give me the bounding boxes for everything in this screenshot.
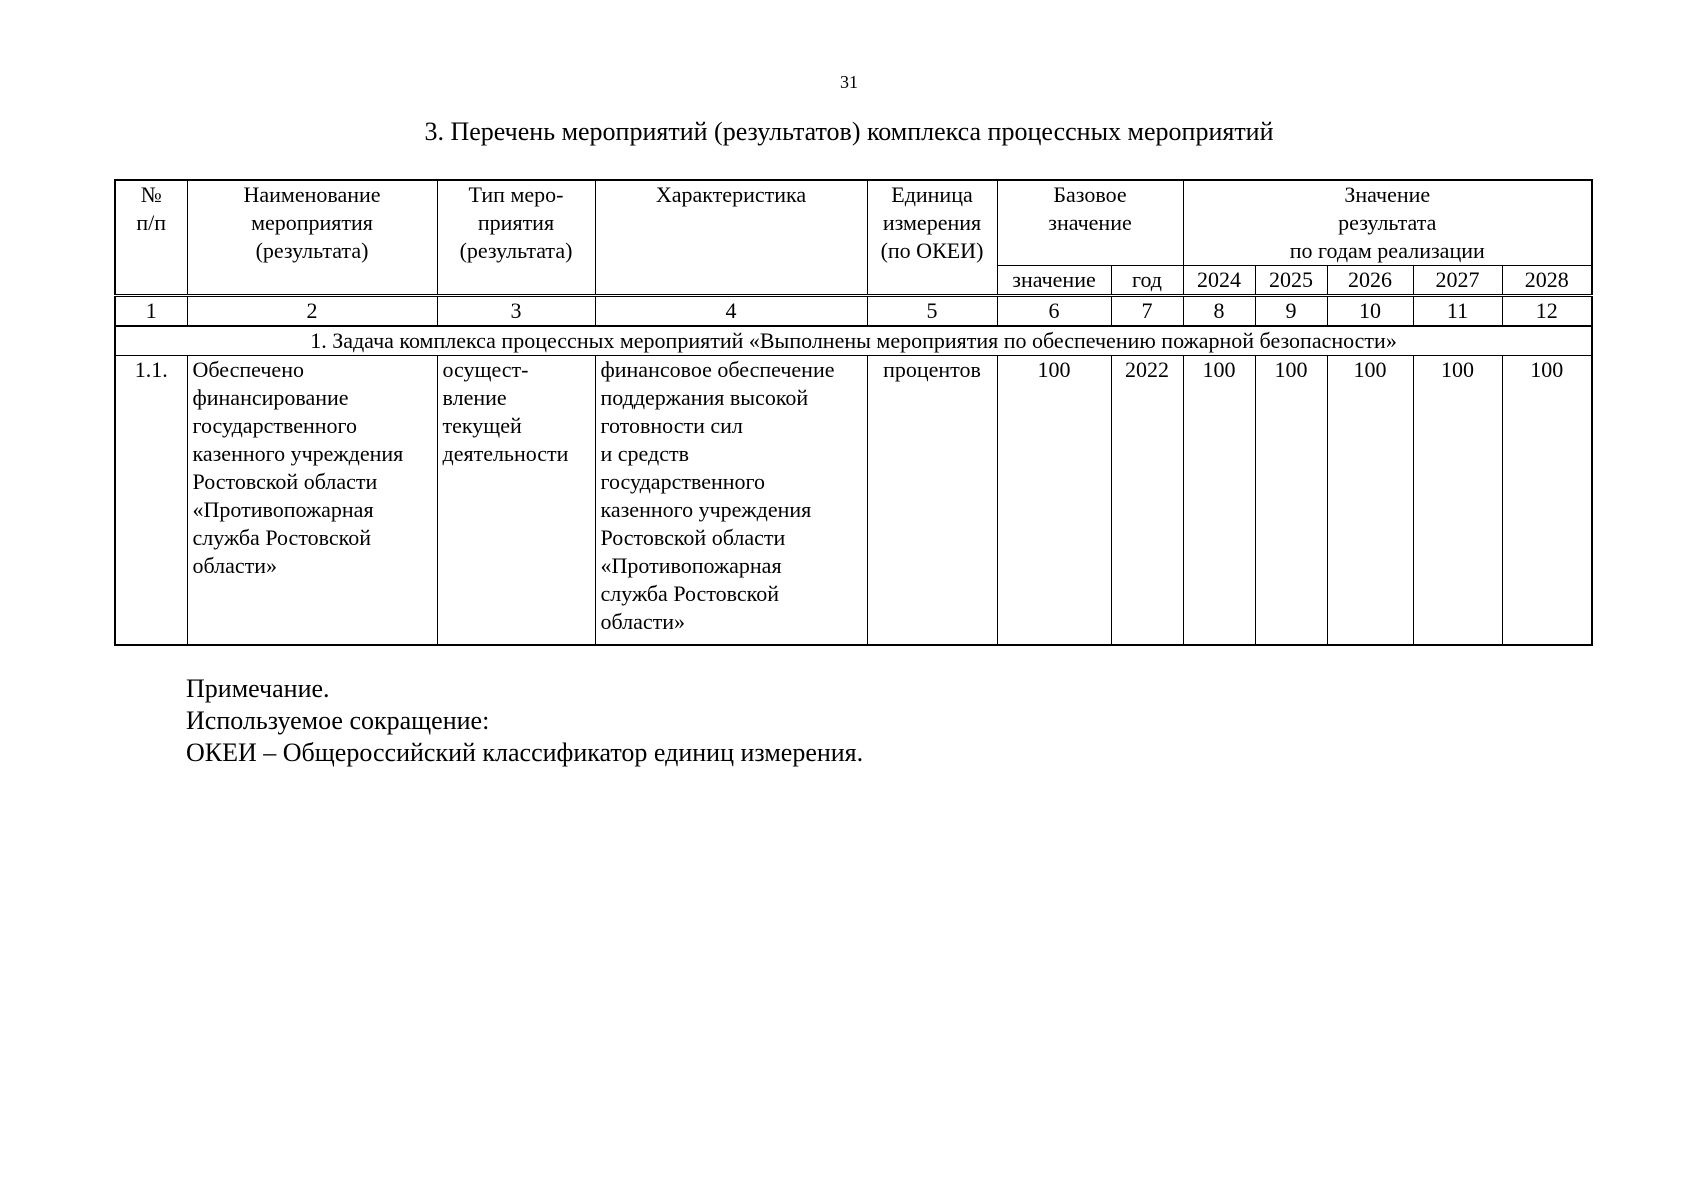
header-unit (867, 180, 997, 296)
row-value-2024: 100 (1183, 356, 1255, 646)
row-name-line: казенного учреждения (192, 441, 404, 466)
column-number: 3 (437, 296, 595, 327)
header-result (1183, 180, 1592, 266)
header-num (115, 180, 187, 296)
page-number: 31 (840, 72, 858, 92)
header-base-year: год (1111, 266, 1183, 296)
row-base-year: 2022 (1111, 356, 1183, 646)
column-number: 7 (1111, 296, 1183, 327)
note-title: Примечание. (186, 674, 330, 703)
header-base-line: значение (1048, 210, 1132, 235)
row-type-line: текущей (442, 413, 522, 438)
header-base (997, 180, 1183, 266)
row-characteristic-line: «Противопожарная (600, 553, 782, 578)
header-characteristic-line: Характеристика (655, 182, 807, 207)
task-title: 1. Задача комплекса процессных мероприятий «Выполнены мероприятия по обеспечению пожарной безопасности» (115, 326, 1592, 356)
header-unit-line: Единица (891, 182, 973, 207)
header-base-value: значение (997, 266, 1111, 296)
header-result-line: Значение (1344, 182, 1431, 207)
header-year-2027: 2027 (1413, 266, 1502, 296)
task-row (115, 326, 1592, 356)
header-name-line: мероприятия (251, 210, 373, 235)
row-name-line: области» (192, 553, 278, 578)
row-characteristic-line: поддержания высокой (600, 385, 809, 410)
row-type-line: деятельности (442, 441, 569, 466)
row-value-2026: 100 (1327, 356, 1413, 646)
header-year-2026: 2026 (1327, 266, 1413, 296)
row-characteristic-line: Ростовской области (600, 525, 786, 550)
header-type (437, 180, 595, 296)
row-type-line: осущест- (442, 357, 529, 382)
row-characteristic-line: казенного учреждения (600, 497, 812, 522)
header-row (115, 180, 1592, 266)
row-name-line: «Противопожарная (192, 497, 374, 522)
row-num: 1.1. (115, 356, 187, 646)
row-value-2025: 100 (1255, 356, 1327, 646)
page-title: 3. Перечень мероприятий (результатов) комплекса процессных мероприятий (424, 117, 1274, 146)
header-type-line: Тип меро- (468, 182, 564, 207)
header-unit-line: (по ОКЕИ) (880, 238, 984, 263)
row-type-line: вление (442, 385, 507, 410)
row-unit: процентов (867, 356, 997, 646)
row-characteristic-line: государственного (600, 469, 765, 494)
header-type-line: (результата) (459, 238, 573, 263)
header-num-line: № (140, 182, 162, 207)
column-number: 6 (997, 296, 1111, 327)
column-number: 1 (115, 296, 187, 327)
header-characteristic (595, 180, 867, 296)
header-year-2024: 2024 (1183, 266, 1255, 296)
row-name-line: Ростовской области (192, 469, 378, 494)
row-base-value: 100 (997, 356, 1111, 646)
row-value-2027: 100 (1413, 356, 1502, 646)
header-result-line: результата (1338, 210, 1437, 235)
row-characteristic-line: и средств (600, 441, 689, 466)
row-name (187, 356, 437, 646)
row-characteristic-line: служба Ростовской (600, 581, 780, 606)
column-number: 10 (1327, 296, 1413, 327)
column-number: 4 (595, 296, 867, 327)
row-type (437, 356, 595, 646)
note (186, 673, 863, 769)
header-name-line: Наименование (243, 182, 381, 207)
row-characteristic (595, 356, 867, 646)
row-characteristic-line: финансовое обеспечение (600, 357, 835, 382)
header-type-line: приятия (477, 210, 555, 235)
row-name-line: государственного (192, 413, 357, 438)
row-characteristic-line: готовности сил (600, 413, 743, 438)
column-number: 8 (1183, 296, 1255, 327)
row-name-line: финансирование (192, 385, 349, 410)
header-num-line: п/п (136, 210, 167, 235)
column-number: 2 (187, 296, 437, 327)
header-name (187, 180, 437, 296)
column-number: 11 (1413, 296, 1502, 327)
note-text: ОКЕИ – Общероссийский классификатор единиц измерения. (186, 738, 864, 767)
column-number: 5 (867, 296, 997, 327)
column-numbers-row (115, 296, 1592, 327)
header-name-line: (результата) (255, 238, 369, 263)
measures-table (114, 179, 1593, 646)
note-subtitle: Используемое сокращение: (186, 706, 490, 735)
row-name-line: Обеспечено (192, 357, 304, 382)
column-number: 12 (1502, 296, 1592, 327)
row-name-line: служба Ростовской (192, 525, 372, 550)
column-number: 9 (1255, 296, 1327, 327)
header-year-2025: 2025 (1255, 266, 1327, 296)
table-row (115, 356, 1592, 646)
row-characteristic-line: области» (600, 609, 686, 634)
header-unit-line: измерения (882, 210, 982, 235)
header-result-line: по годам реализации (1289, 238, 1485, 263)
row-value-2028: 100 (1502, 356, 1592, 646)
header-base-line: Базовое (1053, 182, 1127, 207)
header-year-2028: 2028 (1502, 266, 1592, 296)
